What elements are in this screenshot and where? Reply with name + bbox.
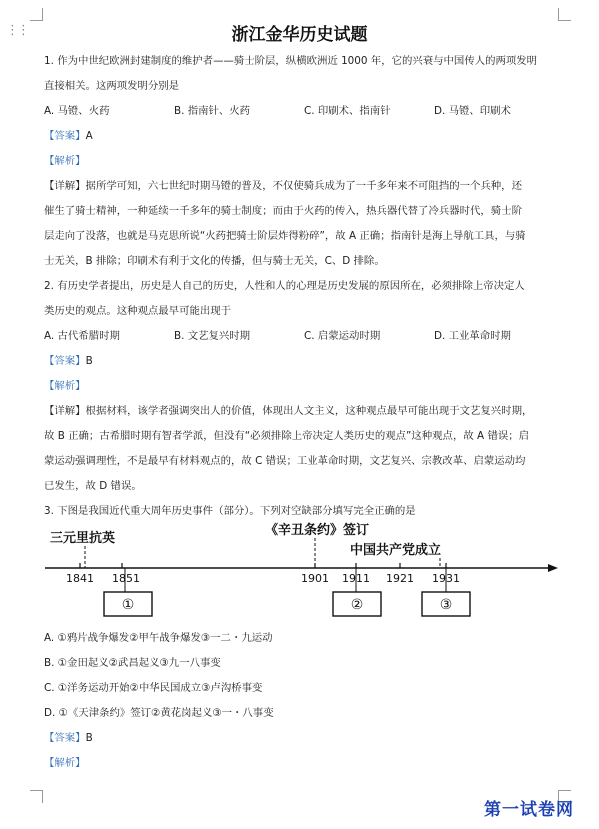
page-title: 浙江金华历史试题 [231,25,368,45]
q1-stem-line-2: 直接相关。这两项发明分别是 [44,80,180,92]
drag-handle-icon[interactable]: ⋮⋮ [6,23,28,38]
timeline-event-sanyuanli: 三元里抗英 [50,531,116,546]
q2-option-b: B. 文艺复兴时期 [174,330,251,342]
year-1931: 1931 [432,572,460,585]
q2-option-c: C. 启蒙运动时期 [304,330,381,342]
answer-label: 【答案】 [44,732,86,744]
q3-analysis-label: 【解析】 [44,757,86,769]
answer-label: 【答案】 [44,130,86,142]
timeline-arrow-icon [548,564,558,572]
q1-detail-line-3: 层走向了没落，也就是马克思所说“火药把骑士阶层炸得粉碎”，故 A 正确；指南针是海上导航工具，与骑 [44,230,526,242]
q3-stem-line-1: 3. 下图是我国近代重大周年历史事件（部分）。下列对空缺部分填写完全正确的是 [44,505,416,517]
q1-option-c: C. 印刷术、指南针 [304,105,391,117]
q1-analysis-label: 【解析】 [44,155,86,167]
timeline-event-xinchou: 《辛丑条约》签订 [265,523,370,538]
q3-answer [44,731,564,745]
q1-stem-line-1: 1. 作为中世纪欧洲封建制度的维护者——骑士阶层，纵横欧洲近 1000 年，它的兴衰与中国传人的两项发明 [44,55,538,67]
answer-value: A [85,130,93,142]
year-1841: 1841 [66,572,94,585]
q1-detail-line-2: 催生了骑士精神，一种延续一千多年的骑士制度；而由于火药的传入，热兵器代替了冷兵器时代，骑士阶 [44,205,522,217]
q3-option-c: C. ①洋务运动开始②中华民国成立③卢沟桥事变 [44,682,263,694]
blank-box-2-label: ② [350,597,364,613]
q1-detail-line-1: 【详解】据所学可知，六七世纪时期马镫的普及，不仅使骑兵成为了一千多年来不可阻挡的一个兵种，还 [44,180,522,192]
q2-stem-line-1: 2. 有历史学者提出，历史是人自己的历史，人性和人的心理是历史发展的原因所在，必须排除上帝决定人 [44,280,525,292]
q1-detail-line-4: 士无关，B 排除；印刷术有利于文化的传播，但与骑士无关，C、D 排除。 [44,255,385,267]
q3-option-b: B. ①金田起义②武昌起义③九一八事变 [44,657,221,669]
q1-answer [44,129,564,143]
year-1901: 1901 [301,572,329,585]
q2-option-a: A. 古代希腊时期 [44,330,120,342]
q2-option-d: D. 工业革命时期 [434,330,511,342]
q3-timeline-figure [40,520,560,625]
q2-answer [44,354,564,368]
year-1851: 1851 [112,572,140,585]
q2-detail-line-4: 已发生，故 D 错误。 [44,480,142,492]
q3-option-a: A. ①鸦片战争爆发②甲午战争爆发③一二・九运动 [44,632,273,644]
timeline-event-cpc: 中国共产党成立 [350,543,442,558]
q1-option-a: A. 马镫、火药 [44,105,110,117]
corner-mark-bottom-left [30,790,43,803]
answer-value: B [85,732,93,744]
site-watermark: 第一试卷网 [484,800,574,820]
blank-box-1-label: ① [121,597,135,613]
year-1921: 1921 [386,572,414,585]
blank-box-3-label: ③ [439,597,453,613]
answer-label: 【答案】 [44,355,86,367]
q2-analysis-label: 【解析】 [44,380,86,392]
q2-stem-line-2: 类历史的观点。这种观点最早可能出现于 [44,305,232,317]
q2-detail-line-1: 【详解】根据材料，该学者强调突出人的价值，体现出人文主义，这种观点最早可能出现于文艺复兴时期， [44,405,533,417]
q1-option-d: D. 马镫、印刷术 [434,105,511,117]
answer-value: B [85,355,93,367]
q2-detail-line-2: 故 B 正确；古希腊时期有智者学派，但没有“必须排除上帝决定人类历史的观点”这种观点，故 A 错误；启 [44,430,530,442]
q2-detail-line-3: 蒙运动强调理性，不是最早有材料观点的，故 C 错误；工业革命时期，文艺复兴、宗教改革、启蒙运动均 [44,455,526,467]
year-1911: 1911 [342,572,370,585]
q3-option-d: D. ①《天津条约》签订②黄花岗起义③一・八事变 [44,707,274,719]
q1-option-b: B. 指南针、火药 [174,105,251,117]
